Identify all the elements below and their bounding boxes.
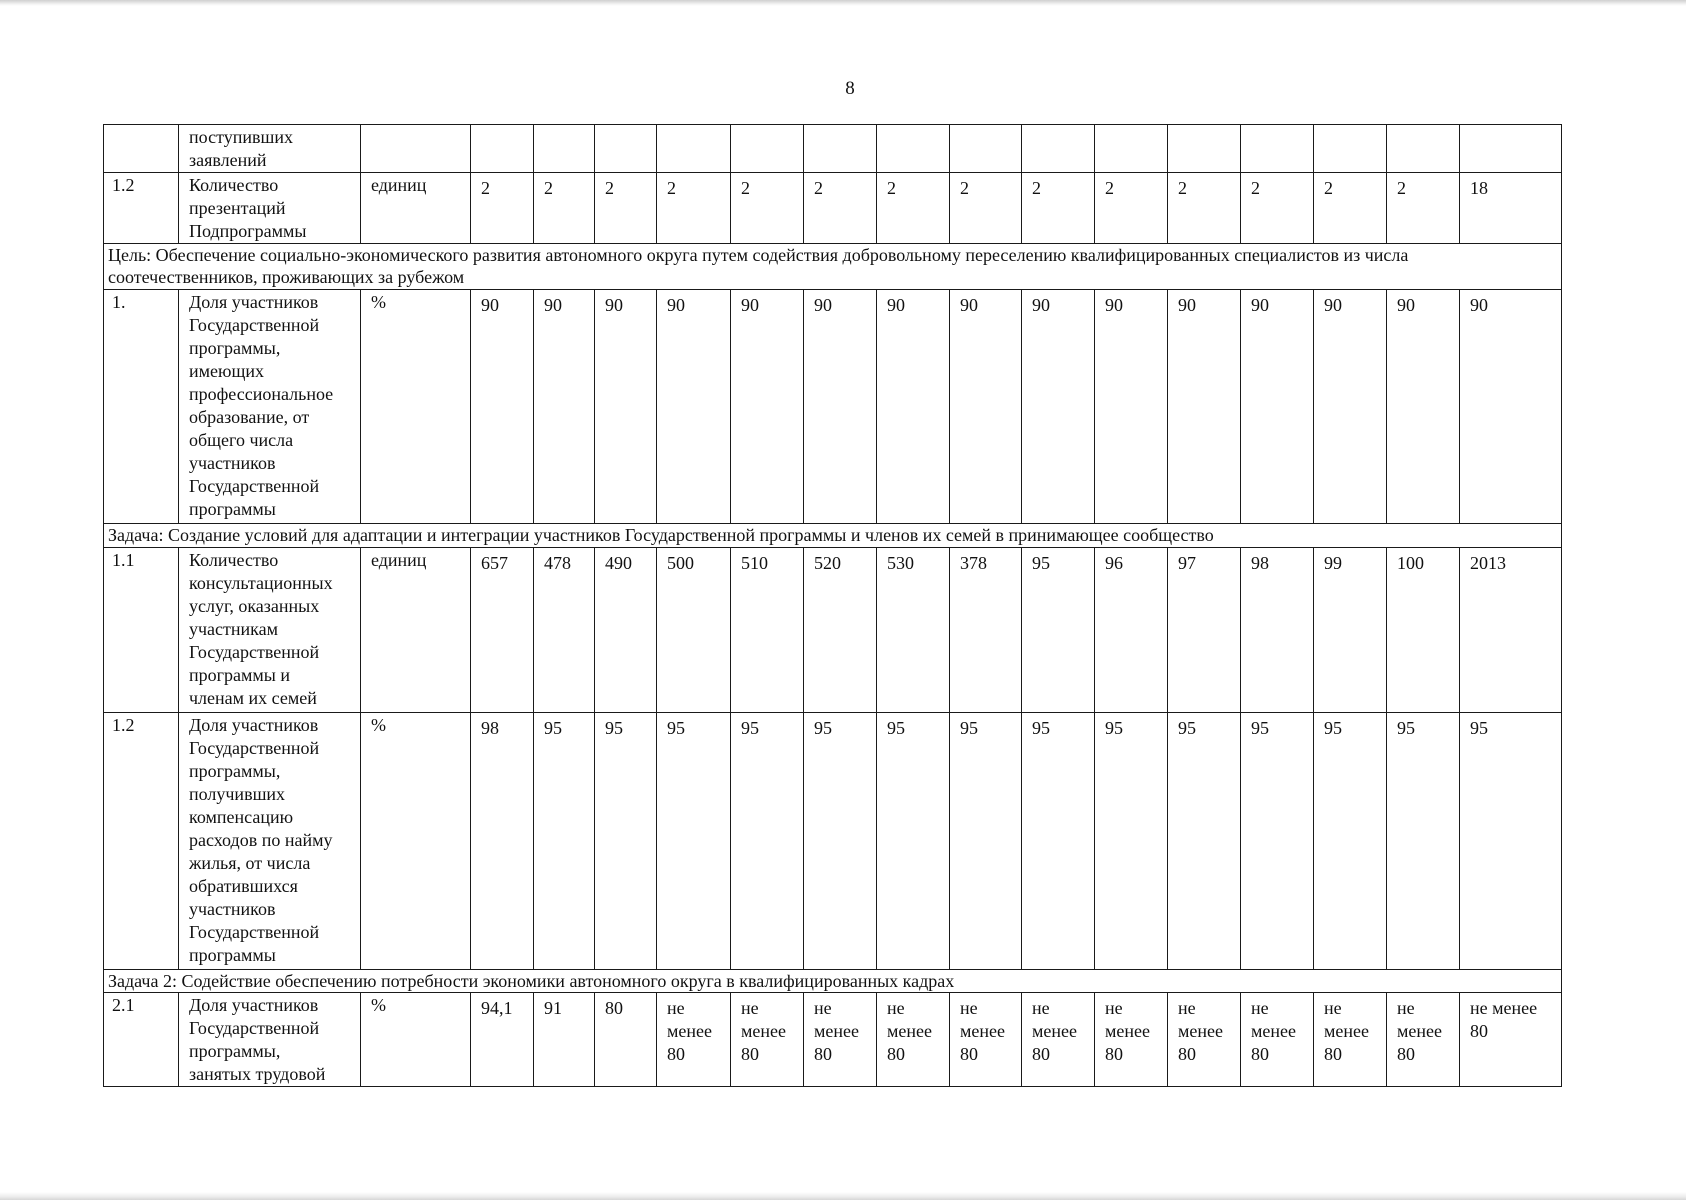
row-number: 1.1 — [104, 548, 179, 713]
page-number: 8 — [845, 78, 855, 99]
value-cell — [1022, 125, 1095, 173]
value-cell: не менее 80 — [1095, 993, 1168, 1087]
value-cell: 2 — [1241, 173, 1314, 244]
indicator-name: Доля участников Государственной программы, занятых трудовой — [179, 993, 361, 1087]
table-row — [104, 290, 1562, 524]
value-cell: 2 — [1168, 173, 1241, 244]
value-cell: не менее 80 — [1460, 993, 1562, 1087]
value-cell: 657 — [471, 548, 534, 713]
value-cell: не менее 80 — [950, 993, 1022, 1087]
indicator-name: Доля участников Государственной программы, имеющих профессиональное образование, от общего числа участников Государственной программы — [179, 290, 361, 524]
value-cell: 98 — [471, 713, 534, 970]
value-cell: 90 — [1095, 290, 1168, 524]
row-number: 1.2 — [104, 713, 179, 970]
value-cell: 95 — [1022, 713, 1095, 970]
value-cell — [1168, 125, 1241, 173]
value-cell: 2 — [950, 173, 1022, 244]
value-cell: не менее 80 — [1387, 993, 1460, 1087]
value-cell: 80 — [595, 993, 657, 1087]
value-cell: 90 — [1168, 290, 1241, 524]
row-number: 2.1 — [104, 993, 179, 1087]
value-cell: не менее 80 — [1314, 993, 1387, 1087]
value-cell — [471, 125, 534, 173]
value-cell: 2 — [1314, 173, 1387, 244]
value-cell — [1241, 125, 1314, 173]
value-cell: 95 — [1460, 713, 1562, 970]
value-cell: 91 — [534, 993, 595, 1087]
value-cell: 95 — [595, 713, 657, 970]
value-cell: 530 — [877, 548, 950, 713]
value-cell: 2 — [595, 173, 657, 244]
row-number: 1. — [104, 290, 179, 524]
value-cell: 90 — [804, 290, 877, 524]
value-cell: 90 — [1460, 290, 1562, 524]
indicator-name: Доля участников Государственной программы, получивших компенсацию расходов по найму жилья, от числа обратившихся участников Государственной программы — [179, 713, 361, 970]
value-cell: не менее 80 — [877, 993, 950, 1087]
unit: единиц — [361, 548, 471, 713]
value-cell: 490 — [595, 548, 657, 713]
table-row — [104, 548, 1562, 713]
value-cell — [657, 125, 731, 173]
table-row — [104, 993, 1562, 1087]
value-cell: 98 — [1241, 548, 1314, 713]
value-cell: 95 — [657, 713, 731, 970]
value-cell: 510 — [731, 548, 804, 713]
value-cell: 500 — [657, 548, 731, 713]
value-cell: не менее 80 — [1022, 993, 1095, 1087]
value-cell — [731, 125, 804, 173]
value-cell: 90 — [731, 290, 804, 524]
value-cell: 95 — [1022, 548, 1095, 713]
value-cell: 95 — [950, 713, 1022, 970]
scan-edge-bottom — [0, 1192, 1686, 1200]
value-cell: 90 — [1387, 290, 1460, 524]
value-cell: 96 — [1095, 548, 1168, 713]
value-cell: 90 — [595, 290, 657, 524]
value-cell: 2 — [731, 173, 804, 244]
value-cell: 2 — [534, 173, 595, 244]
value-cell: 97 — [1168, 548, 1241, 713]
section-row — [104, 970, 1562, 993]
value-cell: 2 — [1095, 173, 1168, 244]
value-cell: 95 — [877, 713, 950, 970]
value-cell: 95 — [1168, 713, 1241, 970]
value-cell: 100 — [1387, 548, 1460, 713]
table-row — [104, 713, 1562, 970]
value-cell: 2 — [877, 173, 950, 244]
value-cell — [950, 125, 1022, 173]
value-cell: 90 — [1022, 290, 1095, 524]
unit: % — [361, 713, 471, 970]
section-row — [104, 524, 1562, 548]
table-row — [104, 125, 1562, 173]
value-cell — [1460, 125, 1562, 173]
value-cell: 90 — [471, 290, 534, 524]
value-cell: 2 — [1387, 173, 1460, 244]
unit — [361, 125, 471, 173]
unit: % — [361, 993, 471, 1087]
value-cell: 2 — [804, 173, 877, 244]
value-cell: 90 — [950, 290, 1022, 524]
indicators-table — [103, 124, 1562, 1087]
row-number — [104, 125, 179, 173]
value-cell — [534, 125, 595, 173]
value-cell: не менее 80 — [1168, 993, 1241, 1087]
value-cell: 99 — [1314, 548, 1387, 713]
indicator-name: Количество консультационных услуг, оказанных участникам Государственной программы и членам их семей — [179, 548, 361, 713]
value-cell — [1095, 125, 1168, 173]
value-cell — [877, 125, 950, 173]
value-cell: не менее 80 — [731, 993, 804, 1087]
value-cell: 95 — [1095, 713, 1168, 970]
value-cell: 95 — [534, 713, 595, 970]
table-body — [104, 125, 1562, 1087]
value-cell: 2013 — [1460, 548, 1562, 713]
value-cell: 95 — [731, 713, 804, 970]
value-cell: 2 — [1022, 173, 1095, 244]
unit: единиц — [361, 173, 471, 244]
value-cell — [595, 125, 657, 173]
value-cell: 95 — [1314, 713, 1387, 970]
value-cell: 520 — [804, 548, 877, 713]
unit: % — [361, 290, 471, 524]
section-heading: Задача 2: Содействие обеспечению потребности экономики автономного округа в квалифицированных кадрах — [104, 970, 1562, 993]
value-cell: не менее 80 — [804, 993, 877, 1087]
value-cell: 90 — [1241, 290, 1314, 524]
value-cell: не менее 80 — [657, 993, 731, 1087]
value-cell: 90 — [657, 290, 731, 524]
value-cell: 90 — [877, 290, 950, 524]
section-row — [104, 244, 1562, 290]
value-cell: 2 — [657, 173, 731, 244]
value-cell: 18 — [1460, 173, 1562, 244]
row-number: 1.2 — [104, 173, 179, 244]
value-cell — [1387, 125, 1460, 173]
table-row — [104, 173, 1562, 244]
section-heading: Задача: Создание условий для адаптации и интеграции участников Государственной программы и членов их семей в принимающее сообщество — [104, 524, 1562, 548]
value-cell — [1314, 125, 1387, 173]
value-cell — [804, 125, 877, 173]
scan-edge-top — [0, 0, 1686, 6]
value-cell: 95 — [1387, 713, 1460, 970]
indicator-name: поступивших заявлений — [179, 125, 361, 173]
value-cell: 90 — [1314, 290, 1387, 524]
indicator-name: Количество презентаций Подпрограммы — [179, 173, 361, 244]
value-cell: 478 — [534, 548, 595, 713]
value-cell: 95 — [804, 713, 877, 970]
section-heading: Цель: Обеспечение социально-экономического развития автономного округа путем содействия добровольному переселению квалифицированных специалистов из числа соотечественников, проживающих за рубежом — [104, 244, 1562, 290]
value-cell: 2 — [471, 173, 534, 244]
value-cell: 90 — [534, 290, 595, 524]
value-cell: 378 — [950, 548, 1022, 713]
value-cell: не менее 80 — [1241, 993, 1314, 1087]
value-cell: 95 — [1241, 713, 1314, 970]
value-cell: 94,1 — [471, 993, 534, 1087]
